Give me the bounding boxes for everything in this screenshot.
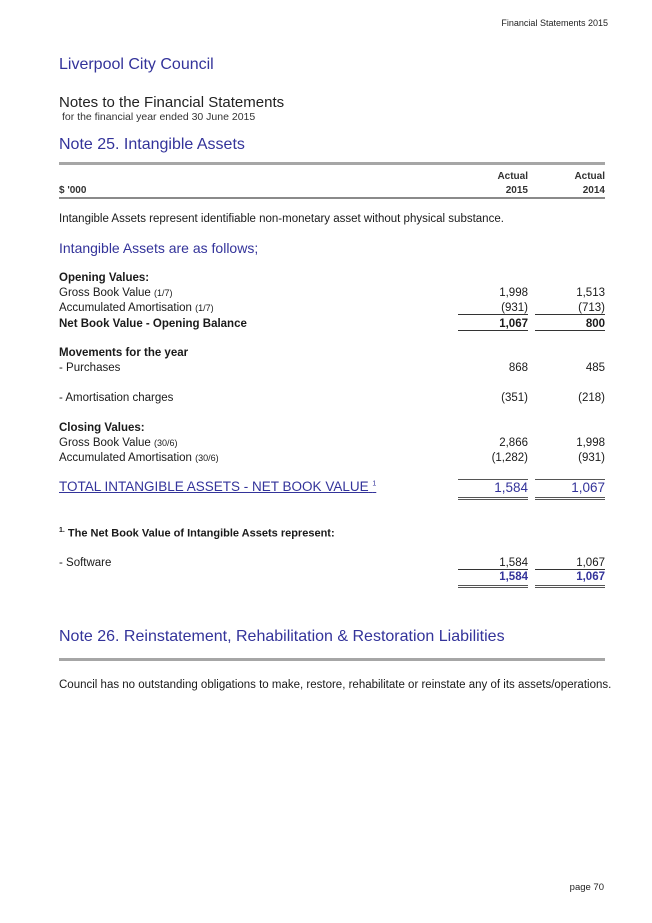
note25-title: Note 25. Intangible Assets — [59, 136, 245, 153]
opening-nbv-2015: 1,067 — [458, 318, 528, 331]
total-intangibles-label — [59, 479, 376, 494]
footnote-heading-text: The Net Book Value of Intangible Assets represent: — [67, 527, 335, 540]
amortisation-charges-2015: (351) — [501, 392, 528, 404]
closing-gross-2015: 2,866 — [499, 437, 528, 449]
opening-gross-2014: 1,513 — [576, 287, 605, 299]
divider — [59, 162, 605, 165]
opening-gross-label — [59, 287, 173, 299]
software-2014: 1,067 — [535, 557, 605, 570]
opening-gross-ref: (1/7) — [154, 288, 173, 298]
opening-amort-ref: (1/7) — [195, 303, 214, 313]
closing-gross-ref: (30/6) — [154, 438, 178, 448]
footnote-heading — [59, 527, 335, 540]
amortisation-charges-2014: (218) — [578, 392, 605, 404]
col-head-year-2014: 2014 — [582, 185, 605, 196]
purchases-2014: 485 — [585, 362, 605, 374]
col-head-actual-2015: Actual — [497, 171, 528, 182]
divider — [59, 658, 605, 661]
software-subtotal-2014: 1,067 — [535, 571, 605, 588]
opening-nbv-2014: 800 — [535, 318, 605, 331]
footnote-mark: 1. — [59, 527, 65, 534]
opening-nbv-label: Net Book Value - Opening Balance — [59, 318, 247, 330]
closing-amort-text: Accumulated Amortisation — [59, 452, 192, 464]
col-head-year-2015: 2015 — [505, 185, 528, 196]
col-head-unit: $ '000 — [59, 185, 87, 196]
closing-amort-2015: (1,282) — [491, 452, 528, 464]
closing-gross-2014: 1,998 — [576, 437, 605, 449]
opening-amort-2014: (713) — [535, 302, 605, 315]
software-subtotal-2015: 1,584 — [458, 571, 528, 588]
note25-intro: Intangible Assets represent identifiable non-monetary asset without physical substance. — [59, 213, 504, 225]
movements-heading: Movements for the year — [59, 347, 189, 359]
divider — [59, 197, 605, 199]
closing-gross-label — [59, 437, 178, 449]
note26-title: Note 26. Reinstatement, Rehabilitation & Restoration Liabilities — [59, 628, 505, 645]
closing-amort-2014: (931) — [578, 452, 605, 464]
organisation-name: Liverpool City Council — [59, 56, 214, 73]
opening-amort-text: Accumulated Amortisation — [59, 302, 192, 314]
closing-values-heading: Closing Values: — [59, 422, 145, 434]
opening-gross-2015: 1,998 — [499, 287, 528, 299]
total-intangibles-text: TOTAL INTANGIBLE ASSETS - NET BOOK VALUE — [59, 479, 369, 494]
software-2015: 1,584 — [458, 557, 528, 570]
closing-amort-ref: (30/6) — [195, 453, 219, 463]
notes-subtitle: for the financial year ended 30 June 2015 — [62, 111, 256, 123]
opening-amort-2015: (931) — [458, 302, 528, 315]
closing-gross-text: Gross Book Value — [59, 437, 151, 449]
total-intangibles-2014: 1,067 — [535, 479, 605, 500]
total-footnote-mark: 1 — [372, 480, 377, 488]
page-number: page 70 — [569, 882, 604, 893]
amortisation-charges-label: - Amortisation charges — [59, 392, 174, 404]
col-head-actual-2014: Actual — [574, 171, 605, 182]
software-label: - Software — [59, 557, 112, 569]
purchases-label: - Purchases — [59, 362, 121, 374]
report-header: Financial Statements 2015 — [501, 18, 608, 28]
total-intangibles-2015: 1,584 — [458, 479, 528, 500]
closing-amort-label — [59, 452, 219, 464]
opening-values-heading: Opening Values: — [59, 272, 150, 284]
intangibles-list-heading: Intangible Assets are as follows; — [59, 240, 259, 256]
notes-title: Notes to the Financial Statements — [59, 94, 285, 111]
opening-amort-label — [59, 302, 214, 314]
purchases-2015: 868 — [508, 362, 528, 374]
opening-gross-text: Gross Book Value — [59, 287, 151, 299]
note26-text: Council has no outstanding obligations to make, restore, rehabilitate or reinstate any of its assets/operations. — [59, 679, 612, 691]
